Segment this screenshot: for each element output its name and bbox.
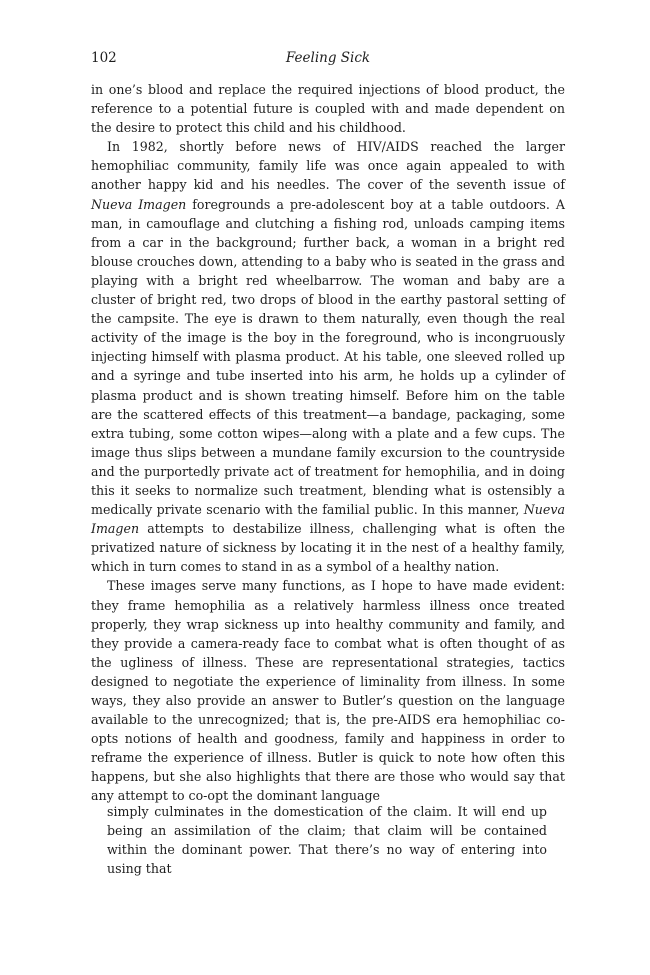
text-run: foregrounds a pre-adolescent boy at a table outdoors. A man, in camouflage and clutching a fishing rod, unloads camping items from a car in the background; further back, a woman in a bright red blouse crouches down, attending to a baby who is seated in the grass and playing with a bright red wheelbarrow. The woman and baby are a cluster of bright red, two drops of blood in the earthy pastoral setting of the campsite. The eye is drawn to them naturally, even though the real activity of the image is the boy in the foreground, who is incongruously injecting himself with plasma product. At his table, one sleeved rolled up and a syringe and tube inserted into his arm, he holds up a cylinder of plasma product and is shown treating himself. Before him on the table are the scattered effects of this treatment—a bandage, packaging, some extra tubing, some cotton wipes—along with a plate and a few cups. The image thus slips between a mundane family excursion to the countryside and the purportedly private act of treatment for hemophilia, and in doing this it seeks to normalize such treatment, blending what is ostensibly a medically private scenario with the familial public. In this manner, bbox=[91, 196, 565, 518]
text-run: In 1982, shortly before news of HIV/AIDS reached the larger hemophiliac community, family life was once again appealed to with another happy kid and his needles. The cover of the seventh issue of bbox=[91, 139, 565, 193]
book-page bbox=[91, 0, 565, 975]
body-text bbox=[91, 80, 565, 806]
italic-title: Nueva Imagen bbox=[91, 502, 565, 537]
page-number: 102 bbox=[91, 50, 117, 66]
block-quote: simply culminates in the domestication of the claim. It will end up being an assimilation of the claim; that claim will be contained within the dominant power. That there’s no way of entering into using that bbox=[107, 804, 547, 877]
text-run: These images serve many functions, as I hope to have made evident: they frame hemophilia as a relatively harmless illness once treated properly, they wrap sickness up into healthy community and family, and they provide a camera-ready face to combat what is often thought of as the ugliness of illness. These are representational strategies, tactics designed to negotiate the experience of liminality from illness. In some ways, they also provide an answer to Butler’s question on the language available to the unrecognized; that is, the pre-AIDS era hemophiliac co-opts notions of health and goodness, family and happiness in order to reframe the experience of illness. Butler is quick to note how often this happens, but she also highlights that there are those who would say that any attempt to co-opt the dominant language bbox=[91, 578, 565, 804]
text-run: attempts to destabilize illness, challenging what is often the privatized nature of sickness by locating it in the nest of a healthy family, which in turn comes to stand in as a symbol of a healthy nation. bbox=[91, 521, 565, 575]
page-header bbox=[91, 50, 565, 70]
paragraph bbox=[91, 80, 565, 137]
running-title: Feeling Sick bbox=[285, 50, 371, 66]
italic-title: Nueva Imagen bbox=[91, 196, 187, 212]
text-run: in one’s blood and replace the required injections of blood product, the reference to a potential future is coupled with and made dependent on the desire to protect this child and his childhood. bbox=[91, 82, 565, 136]
paragraph bbox=[91, 576, 565, 805]
paragraph bbox=[91, 137, 565, 576]
